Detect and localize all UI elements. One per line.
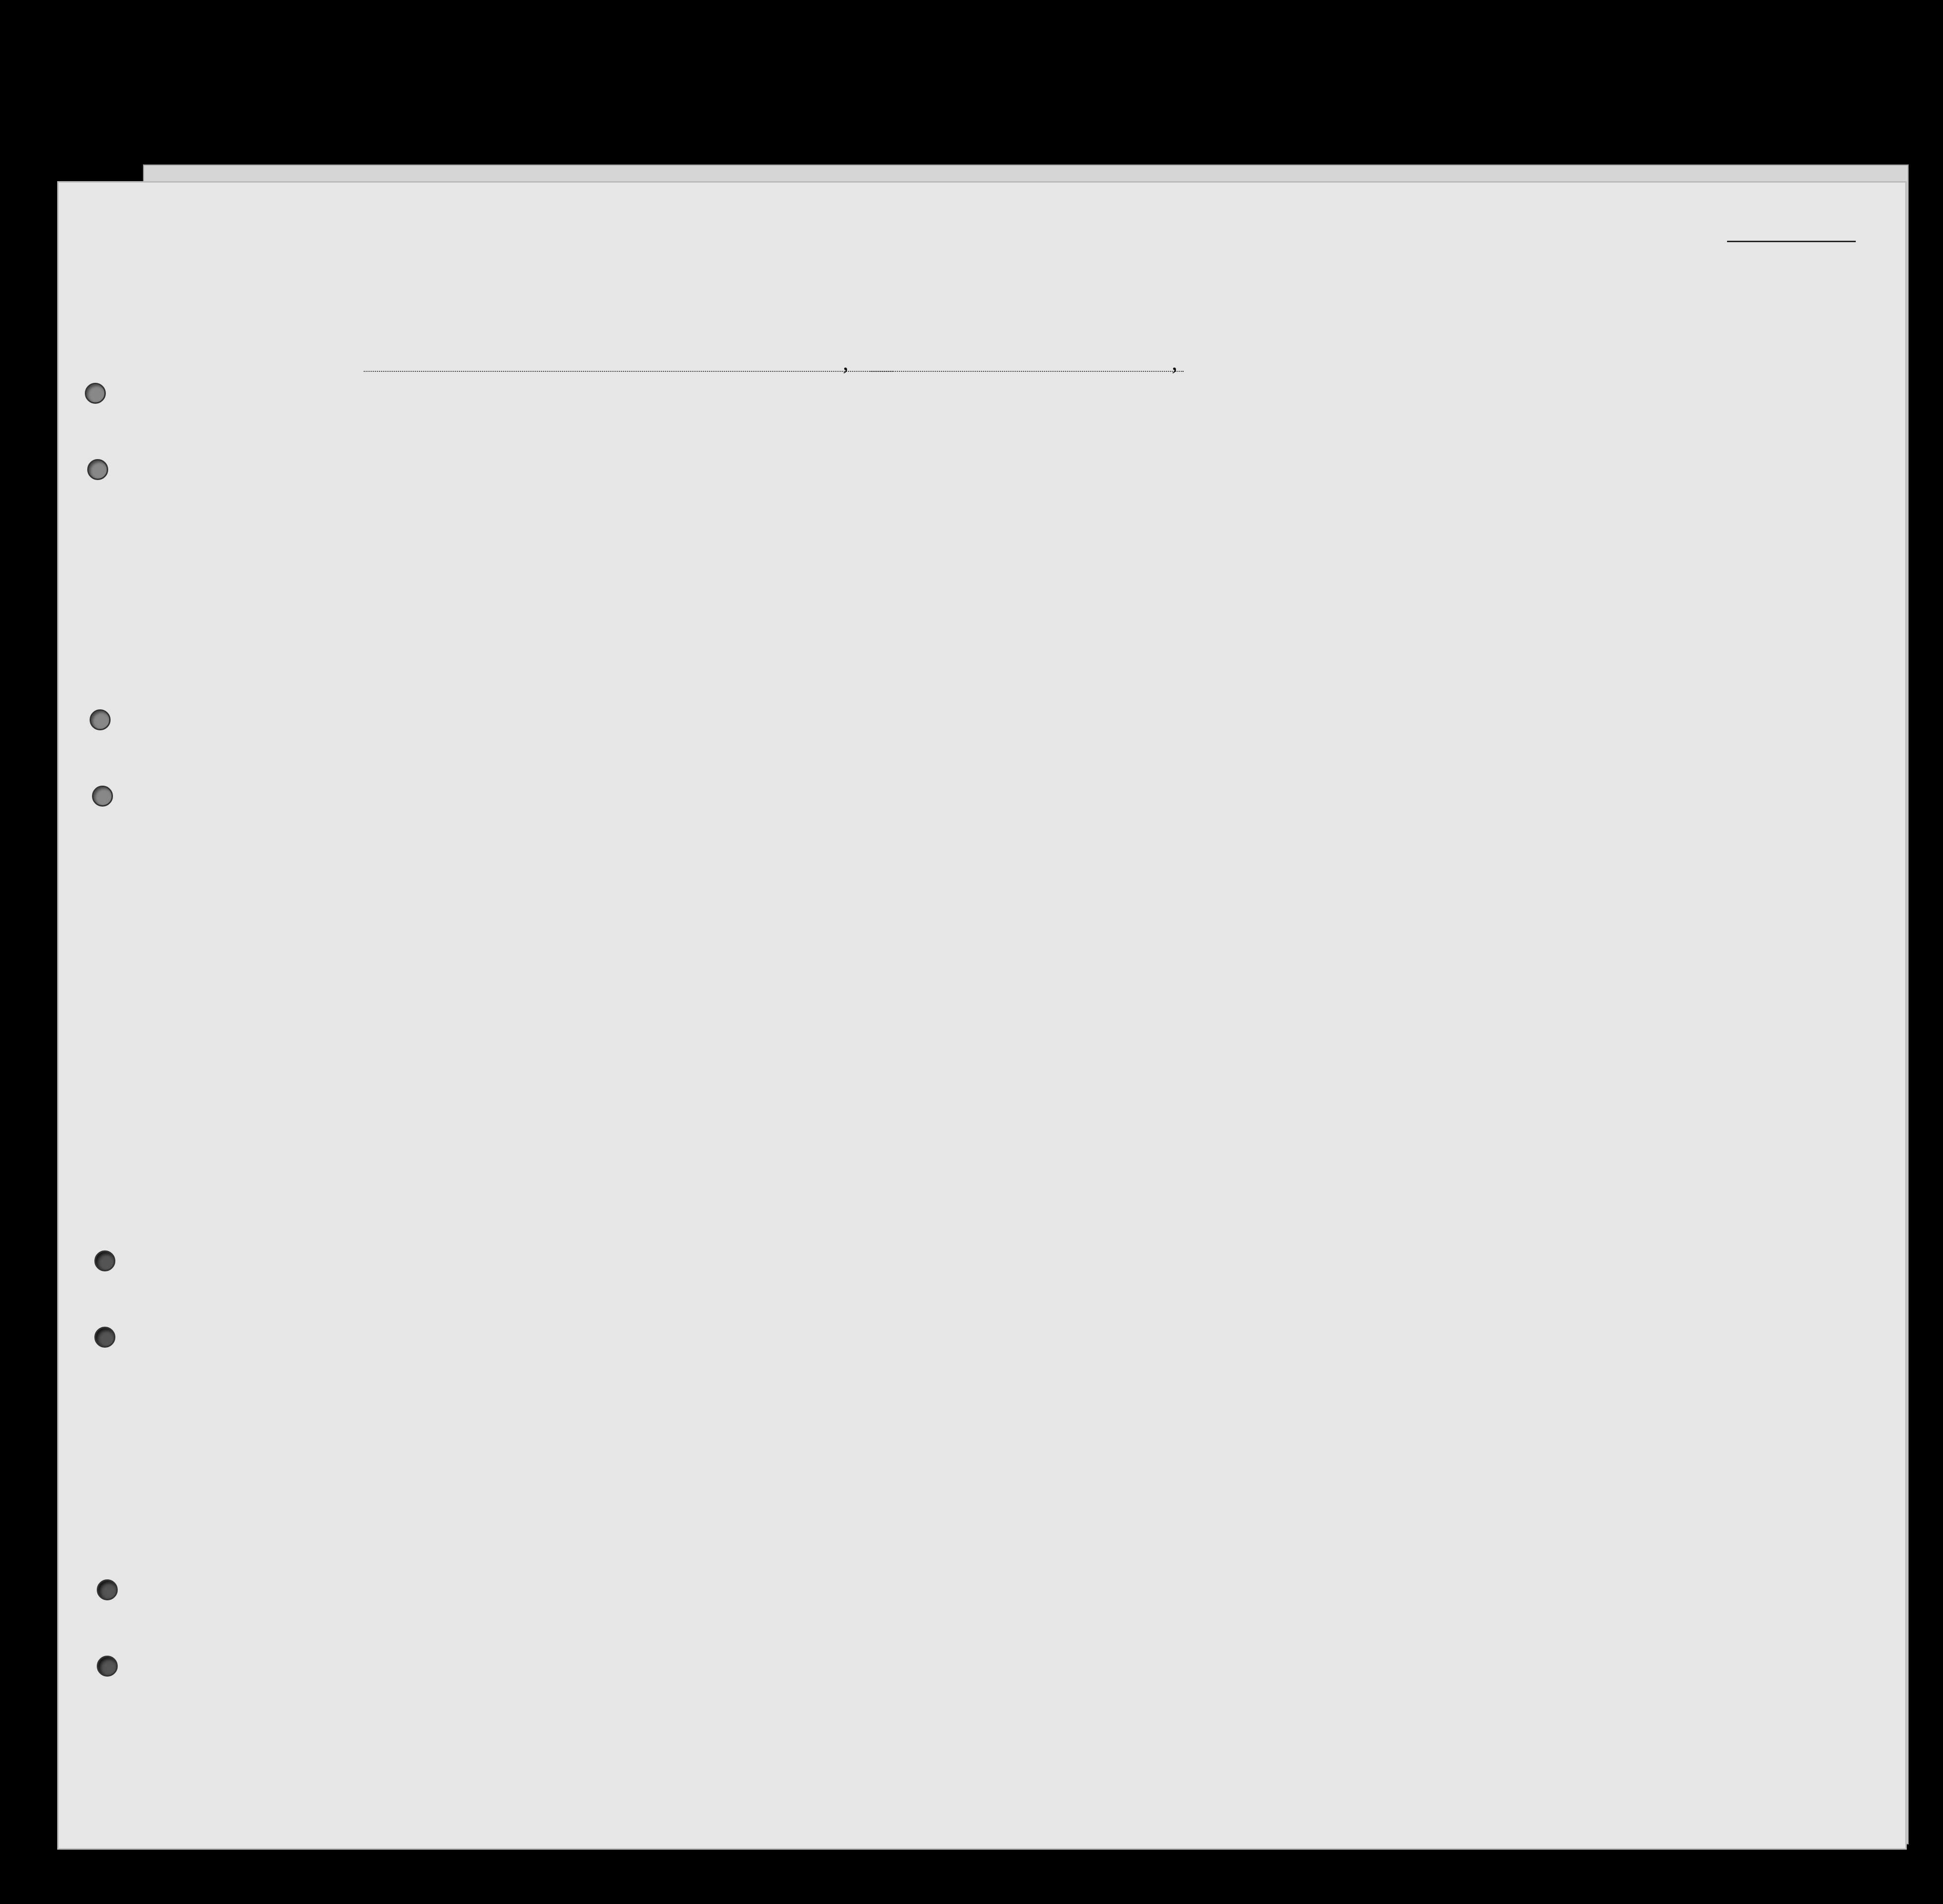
header-money xyxy=(709,447,733,590)
comma-2: , xyxy=(1172,350,1177,375)
header-citizen xyxy=(1222,457,1250,595)
header-anarchist xyxy=(1313,447,1331,595)
header-return xyxy=(1120,457,1154,595)
header-polygamist xyxy=(1287,447,1305,595)
header-prison xyxy=(1254,447,1283,595)
manifest-sheet xyxy=(57,181,1907,1850)
table-grid xyxy=(59,183,1905,1848)
header-inches xyxy=(1623,526,1637,583)
header-feet xyxy=(1599,526,1614,583)
header-labor-offer xyxy=(1396,447,1424,595)
header-ticket xyxy=(573,447,602,590)
header-length-stay xyxy=(1160,457,1188,595)
comma-1: , xyxy=(843,350,849,375)
header-deported xyxy=(1435,447,1464,595)
header-overthrow xyxy=(1337,447,1385,595)
